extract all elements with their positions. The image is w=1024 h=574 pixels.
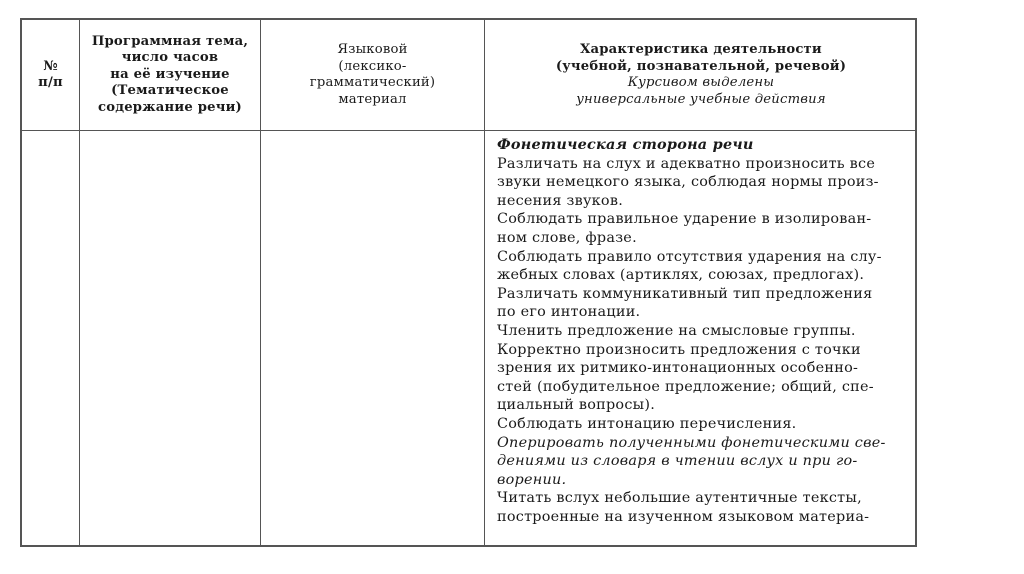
text-line: Соблюдать правильное ударение в изолирован- <box>497 211 872 228</box>
text-line: зрения их ритмико-интонационных особенно- <box>497 360 859 377</box>
header-line: Характеристика деятельности <box>580 42 822 57</box>
text-line: звуки немецкого языка, соблюдая нормы произ- <box>497 174 879 191</box>
text-line: несения звуков. <box>497 192 624 209</box>
header-line: универсальные учебные действия <box>576 91 826 107</box>
text-line: Оперировать полученными фонетическими све- <box>497 434 886 451</box>
text-line: Различать на слух и адекватно произносить все <box>497 155 876 172</box>
text-line: по его интонации. <box>497 304 641 321</box>
header-line: (лексико- <box>338 58 407 74</box>
header-line: п/п <box>38 75 63 90</box>
text-line: циальный вопросы). <box>497 397 656 414</box>
text-line: Различать коммуникативный тип предложения <box>497 285 873 302</box>
curriculum-table <box>20 18 917 547</box>
header-language-material <box>261 20 484 130</box>
header-number <box>22 20 79 130</box>
header-line: Языковой <box>337 42 408 57</box>
text-line: ворении. <box>497 471 567 488</box>
text-line: построенные на изученном языковом материа- <box>497 508 870 525</box>
text-line: жебных словах (артиклях, союзах, предлогах). <box>497 267 865 284</box>
header-line: (Тематическое <box>111 83 229 99</box>
header-line: число часов <box>121 50 219 66</box>
section-heading: Фонетическая сторона речи <box>497 136 754 153</box>
text-line: Читать вслух небольшие аутентичные тексты, <box>497 490 862 507</box>
text-line: Соблюдать правило отсутствия ударения на слу- <box>497 248 882 265</box>
header-line: на её изучение <box>110 66 230 82</box>
header-line: (учебной, познавательной, речевой) <box>555 58 847 74</box>
header-divider <box>22 130 915 131</box>
header-line: материал <box>338 91 407 107</box>
text-line: стей (побудительное предложение; общий, спе- <box>497 378 874 395</box>
header-line: содержание речи) <box>98 99 242 115</box>
text-line: Корректно произносить предложения с точки <box>497 341 861 358</box>
header-line: Программная тема, <box>91 33 249 49</box>
header-line: Курсивом выделены <box>627 75 775 90</box>
text-line: Членить предложение на смысловые группы. <box>497 322 856 339</box>
header-program-topic <box>80 20 260 130</box>
text-line: ном слове, фразе. <box>497 229 637 246</box>
header-line: грамматический) <box>309 75 436 90</box>
text-line: Соблюдать интонацию перечисления. <box>497 415 797 432</box>
header-line: № <box>43 58 58 74</box>
header-activity-characteristic <box>485 20 917 130</box>
activity-description <box>497 136 907 526</box>
text-line: дениями из словаря в чтении вслух и при го- <box>497 453 858 470</box>
